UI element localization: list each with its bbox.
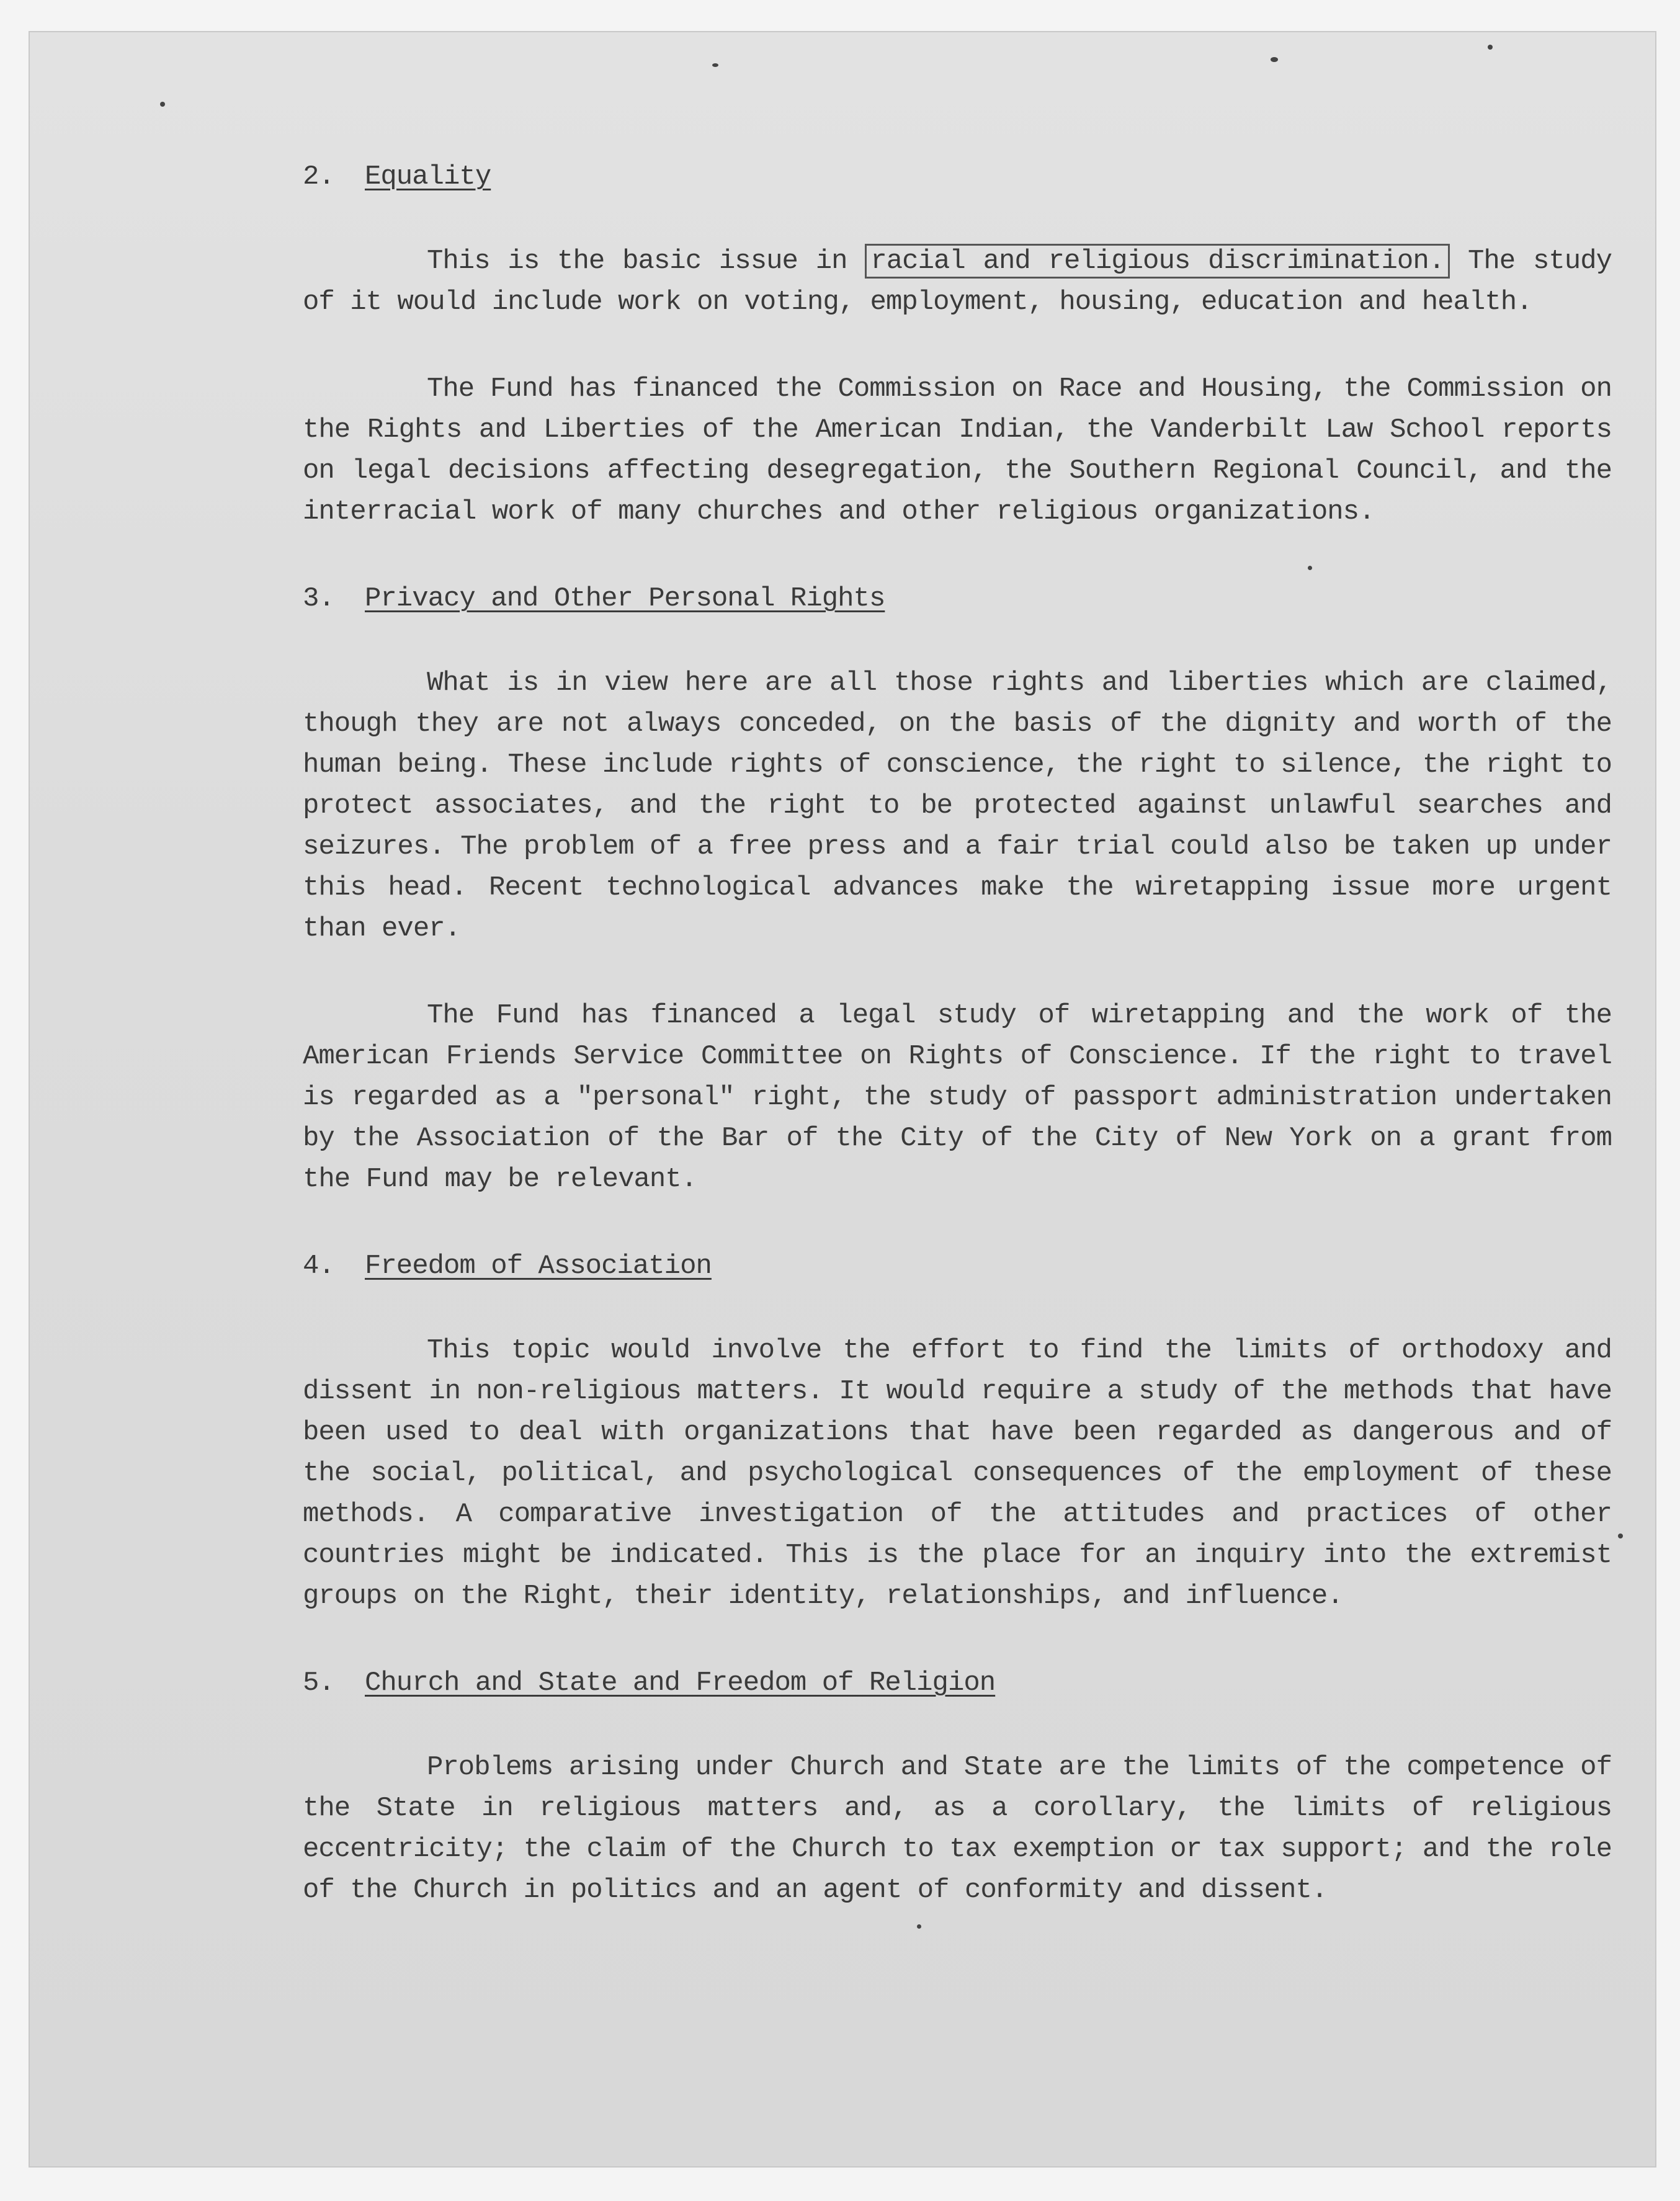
paragraph: What is in view here are all those rights and liberties which are claimed, though they are not always conceded, on the basis of the dignity and worth of the human being. These include rights of conscience, the right to silence, the right to protect associates, and the right to be protected against unlawful searches and seizures. The problem of a free press and a fair trial could also be taken up under this head. Recent technological advances make the wiretapping issue more urgent than ever. xyxy=(303,667,1612,944)
section-title: Church and State and Freedom of Religion xyxy=(365,1667,996,1699)
section-number: 2. xyxy=(303,161,334,192)
scan-speck xyxy=(1271,57,1278,62)
document-page xyxy=(30,32,1655,2166)
section-heading xyxy=(303,1663,1612,1703)
section-heading xyxy=(303,578,1612,619)
scan-speck xyxy=(160,102,165,107)
section-heading xyxy=(303,1246,1612,1287)
paragraph: The Fund has financed the Commission on Race and Housing, the Commission on the Rights and Liberties of the American Indian, the Vanderbilt Law School reports on legal decisions affecting desegregation, the Southern Regional Council, and the interracial work of many churches and other religious organizations. xyxy=(303,373,1612,527)
section-number: 4. xyxy=(303,1251,334,1282)
paragraph xyxy=(303,241,1612,323)
boxed-phrase: racial and religious discrimination. xyxy=(865,244,1450,279)
paragraph: This topic would involve the effort to find the limits of orthodoxy and dissent in non-religious matters. It would require a study of the methods that have been used to deal with organizations that have been regarded as dangerous and of the social, political, and psychological consequences of the employment of these methods. A comparative investigation of the attitudes and practices of other countries might be indicated. This is the place for an inquiry into the extremist groups on the Right, their identity, relationships, and influence. xyxy=(303,1335,1612,1612)
scan-speck xyxy=(712,63,718,67)
document-body xyxy=(303,156,1612,1957)
section-number: 3. xyxy=(303,583,334,614)
paragraph-text: This is the basic issue in xyxy=(427,246,865,277)
section-title: Freedom of Association xyxy=(365,1251,712,1282)
scan-speck xyxy=(1618,1534,1623,1538)
scan-speck xyxy=(1488,45,1493,50)
section-title: Privacy and Other Personal Rights xyxy=(365,583,885,614)
paragraph-text: The study of it would include work on voting, employment, housing, education and health. xyxy=(303,246,1612,318)
paragraph: Problems arising under Church and State are the limits of the competence of the State in religious matters and, as a corollary, the limits of religious eccentricity; the claim of the Church to tax exemption or tax support; and the role of the Church in politics and an agent of conformity and dissent. xyxy=(303,1752,1612,1906)
section-title: Equality xyxy=(365,161,491,192)
section-number: 5. xyxy=(303,1667,334,1699)
paragraph: The Fund has financed a legal study of wiretapping and the work of the American Friends Service Committee on Rights of Conscience. If the right to travel is regarded as a "personal" right, the study of passport administration undertaken by the Association of the Bar of the City of the City of New York on a grant from the Fund may be relevant. xyxy=(303,1000,1612,1195)
section-heading xyxy=(303,156,1612,197)
